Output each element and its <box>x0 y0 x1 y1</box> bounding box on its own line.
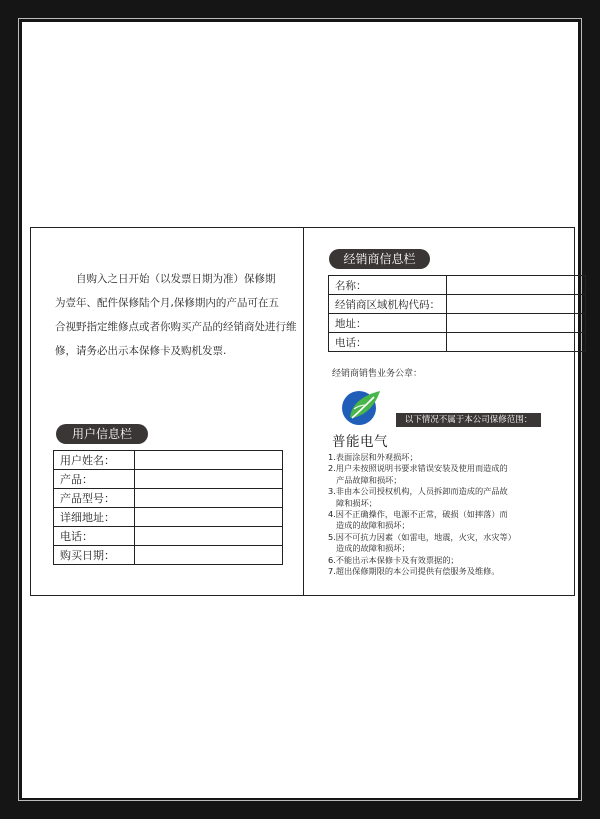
dealer-code-label: 经销商区域机构代码： <box>329 295 447 314</box>
user-info-title: 用户信息栏 <box>56 424 148 444</box>
purchase-date-field[interactable] <box>135 546 283 565</box>
fold-line <box>303 227 304 596</box>
list-item: 4.因不正确操作，电源不正常，破损（如摔落）而 <box>328 509 508 520</box>
dealer-address-label: 地址： <box>329 314 447 333</box>
user-name-field[interactable] <box>135 451 283 470</box>
product-label: 产品： <box>54 470 135 489</box>
table-row <box>54 508 283 527</box>
warranty-line: 为壹年、配件保修陆个月,保修期内的产品可在五 <box>55 297 279 309</box>
dealer-phone-field[interactable] <box>447 333 586 352</box>
list-item: 产品故障和损坏； <box>336 474 402 485</box>
model-field[interactable] <box>135 489 283 508</box>
dealer-address-field[interactable] <box>447 314 586 333</box>
table-row <box>54 489 283 508</box>
list-item: 2.用户未按照说明书要求错误安装及使用而造成的 <box>328 463 508 474</box>
dealer-info-title: 经销商信息栏 <box>329 249 430 269</box>
warranty-line: 修，请务必出示本保修卡及购机发票. <box>55 345 227 357</box>
list-item: 7.超出保修期限的本公司提供有偿服务及维修。 <box>328 566 500 577</box>
list-item: 造成的故障和损坏； <box>336 543 410 554</box>
model-label: 产品型号： <box>54 489 135 508</box>
product-field[interactable] <box>135 470 283 489</box>
warranty-line: 自购入之日开始（以发票日期为准）保修期 <box>76 273 276 285</box>
table-row <box>54 451 283 470</box>
list-item: 3.非由本公司授权机构，人员拆卸而造成的产品故 <box>328 486 508 497</box>
address-label: 详细地址： <box>54 508 135 527</box>
exclusions-list <box>328 452 566 577</box>
table-row <box>329 276 586 295</box>
table-row <box>329 314 586 333</box>
user-info-table <box>53 450 283 565</box>
warranty-text <box>55 267 295 363</box>
table-row <box>54 470 283 489</box>
table-row <box>329 333 586 352</box>
exclusions-title: 以下情况不属于本公司保修范围： <box>396 413 541 427</box>
list-item: 障和损坏； <box>336 497 377 508</box>
list-item: 造成的故障和损坏； <box>336 520 410 531</box>
user-name-label: 用户姓名： <box>54 451 135 470</box>
brand-logo-icon <box>340 387 382 429</box>
address-field[interactable] <box>135 508 283 527</box>
warranty-line: 合视野指定维修点或者你购买产品的经销商处进行维 <box>55 321 297 333</box>
table-row <box>54 546 283 565</box>
dealer-name-field[interactable] <box>447 276 586 295</box>
list-item: 1.表面涂层和外观损坏； <box>328 452 418 462</box>
dealer-code-field[interactable] <box>447 295 586 314</box>
phone-field[interactable] <box>135 527 283 546</box>
purchase-date-label: 购买日期： <box>54 546 135 565</box>
dealer-phone-label: 电话： <box>329 333 447 352</box>
dealer-name-label: 名称： <box>329 276 447 295</box>
dealer-info-table <box>328 275 586 352</box>
table-row <box>54 527 283 546</box>
list-item: 5.因不可抗力因素（如雷电，地震，火灾，水灾等） <box>328 531 516 542</box>
seal-label: 经销商销售业务公章： <box>332 369 423 379</box>
list-item: 6.不能出示本保修卡及有效票据的； <box>328 554 459 565</box>
table-row <box>329 295 586 314</box>
brand-name: 普能电气 <box>332 434 388 450</box>
phone-label: 电话： <box>54 527 135 546</box>
